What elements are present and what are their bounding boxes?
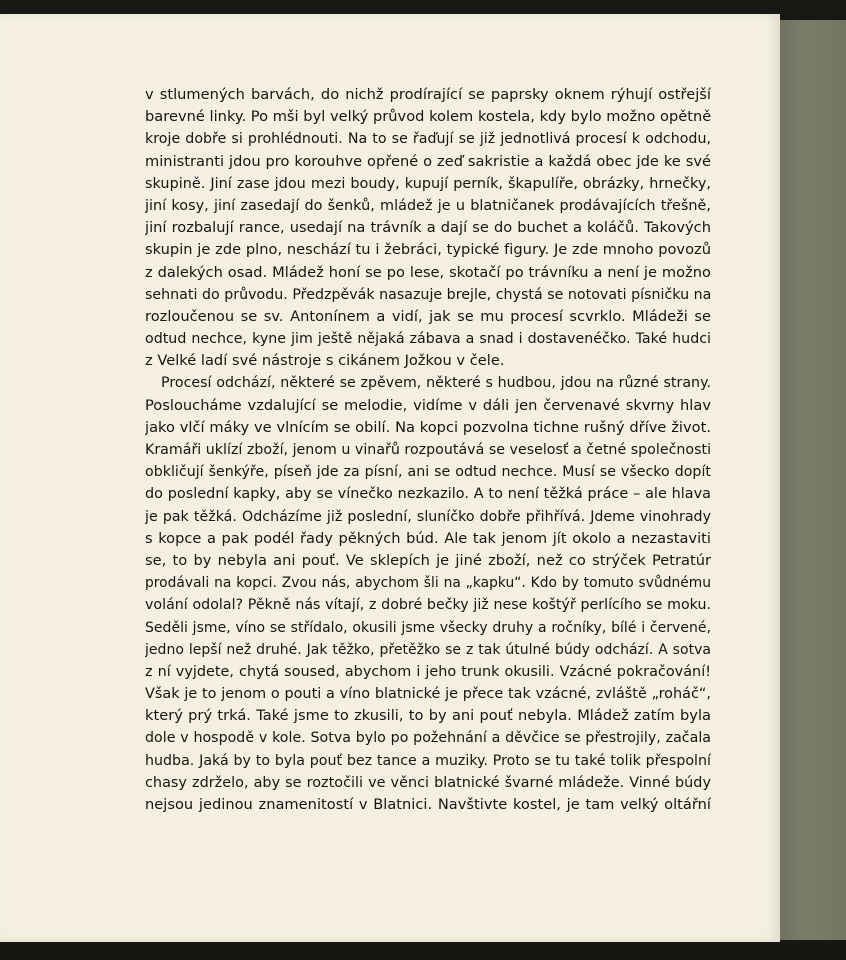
text-line: chasy zdrželo, aby se roztočili ve věnci blatnické švarné mládeže. Vinné búdy (145, 774, 711, 791)
text-line: odtud nechce, kyne jim ještě nějaká zábava a snad i dostavenéčko. Také hudci (145, 331, 711, 348)
page-body-text (145, 84, 711, 816)
text-line: jako vlčí máky ve vlnícím se obilí. Na kopci pozvolna tichne rušný dříve život. (145, 418, 711, 436)
text-line: který prý trká. Také jsme to zkusili, to by ani pouť nebyla. Mládež zatím byla (145, 707, 711, 725)
scan-background-right (778, 20, 846, 940)
text-line: z dalekých osad. Mládež honí se po lese, skotačí po trávníku a není je možno (145, 263, 711, 281)
text-line: jiní kosy, jiní zasedají do šenků, mládež je u blatničanek prodávajících třešně, (145, 197, 711, 214)
text-line: prodávali na kopci. Zvou nás, abychom šli na „kapku“. Kdo by tomuto svůdnému (145, 575, 711, 592)
paragraph-1 (145, 84, 711, 372)
text-line: volání odolal? Pěkně nás vítají, z dobré bečky již nese koštýř perlícího se moku. (145, 597, 711, 614)
text-line: hudba. Jaká by to byla pouť bez tance a muziky. Proto se tu také tolik přespolní (145, 752, 711, 769)
book-page (0, 14, 780, 942)
text-line: dole v hospodě v kole. Sotva bylo po požehnání a děvčice se přestrojily, začala (145, 730, 711, 747)
scan-bottom-edge (0, 940, 846, 960)
text-line: z Velké ladí své nástroje s cikánem Jožkou v čele. (145, 352, 505, 370)
text-line: sehnati do průvodu. Předzpěvák nasazuje brejle, chystá se notovati písničku na (145, 286, 711, 303)
text-line: skupině. Jiní zase jdou mezi boudy, kupují perník, škapulíře, obrázky, hrnečky, (145, 175, 711, 192)
text-line: ministranti jdou pro korouhve opřené o zeď sakristie a každá obec jde ke své (145, 152, 711, 170)
text-line: v stlumených barvách, do nichž prodírající se paprsky oknem rýhují ostřejší (145, 86, 711, 103)
text-line: se, to by nebyla ani pouť. Ve sklepích je jiné zboží, než co strýček Petratúr (145, 551, 711, 569)
text-line: do poslední kapky, aby se vínečko nezkazilo. A to není těžká práce – ale hlava (145, 486, 711, 503)
text-line: Kramáři uklízí zboží, jenom u vinařů rozpoutává se veselosť a četné společnosti (145, 442, 711, 458)
text-line: rozloučenou se sv. Antonínem a vidí, jak se mu procesí scvrklo. Mládeži se (145, 307, 711, 325)
text-line: barevné linky. Po mši byl velký průvod kolem kostela, kdy bylo možno opětně (145, 108, 711, 126)
text-line: nejsou jedinou znamenitostí v Blatnici. Navštivte kostel, je tam velký oltářní (145, 796, 711, 813)
paragraph-2 (145, 372, 711, 816)
text-line: kroje dobře si prohlédnouti. Na to se řaďují se již jednotlivá procesí k odchodu, (145, 131, 711, 148)
text-line: obkličují šenkýře, píseň jde za písní, ani se odtud nechce. Musí se všecko dopít (145, 464, 711, 481)
text-line: Však je to jenom o pouti a víno blatnické je přece tak vzácné, zvláště „roháč“, (145, 686, 711, 703)
text-line: jiní rozbalují rance, usedají na trávník a dají se do buchet a koláčů. Takových (145, 219, 711, 237)
text-line: z ní vyjdete, chytá soused, abychom i jeho trunk okusili. Vzácné pokračování! (145, 663, 711, 680)
text-line: skupin je zde plno, neschází tu i žebráci, typické figury. Je zde mnoho povozů (145, 241, 711, 259)
text-line: jedno lepší než druhé. Jak těžko, přetěžko se z tak útulné búdy odchází. A sotva (145, 641, 711, 658)
text-line: Seděli jsme, víno se střídalo, okusili jsme všecky druhy a ročníky, bílé i červené, (145, 619, 711, 636)
text-line: Procesí odchází, některé se zpěvem, některé s hudbou, jdou na různé strany. (161, 375, 711, 392)
text-line: Posloucháme vzdalující se melodie, vidíme v dáli jen červenavé skvrny hlav (145, 396, 711, 414)
text-line: je pak těžká. Odcházíme již poslední, sluníčko dobře přihřívá. Jdeme vinohrady (145, 508, 711, 525)
text-line: s kopce a pak podél řady pěkných búd. Ale tak jenom jít okolo a nezastaviti (145, 529, 711, 547)
